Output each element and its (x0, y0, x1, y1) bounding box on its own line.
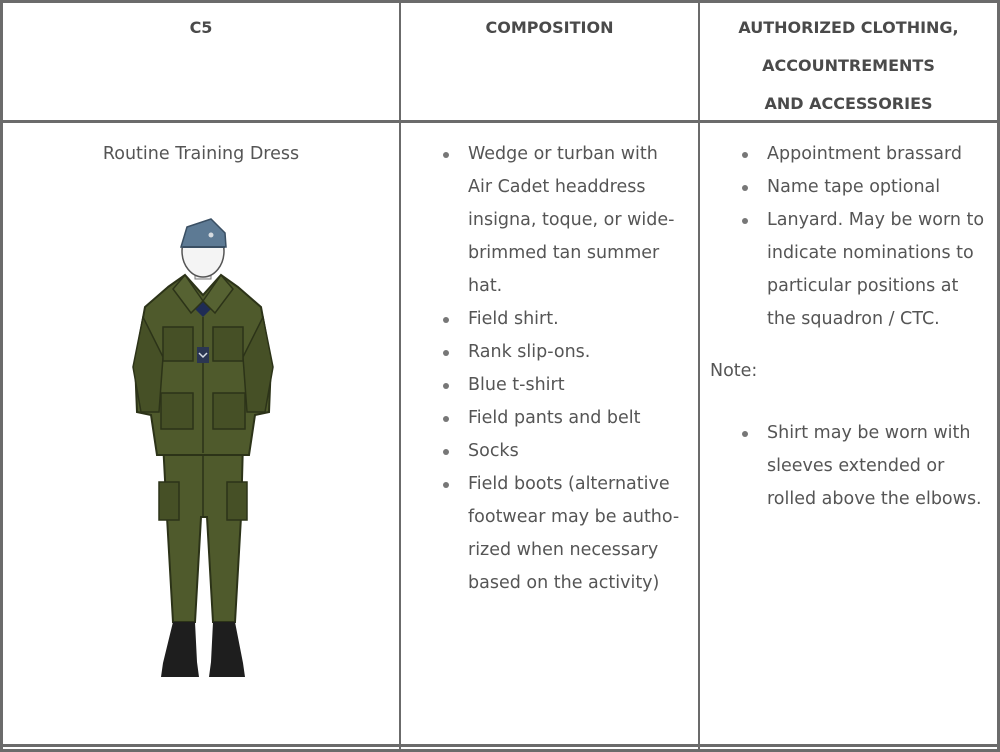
notes-list (700, 383, 997, 516)
header-accessories-line: AND ACCESSORIES (764, 94, 933, 113)
header-composition-label: COMPOSITION (485, 18, 614, 37)
composition-cell (401, 128, 698, 600)
list-item (468, 402, 688, 435)
composition-list (401, 128, 698, 600)
list-item-line: brimmed tan summer (468, 243, 660, 263)
list-item-line: Field pants and belt (468, 408, 641, 428)
list-item-line: sleeves extended or (767, 456, 945, 476)
header-dress-code-label: C5 (189, 18, 213, 37)
list-item (468, 303, 688, 336)
header-dress-code (3, 3, 399, 123)
bottom-divider (3, 744, 997, 747)
list-item-line: Wedge or turban with (468, 144, 658, 164)
cadet-field-uniform-figure-icon (123, 217, 283, 687)
list-item-line: Name tape optional (767, 177, 941, 197)
list-item-line: Field boots (alternative (468, 474, 670, 494)
list-item (767, 171, 993, 204)
note-label: Note: (710, 361, 758, 381)
header-accessories-line: AUTHORIZED CLOTHING, (738, 18, 959, 37)
list-item-line: Field shirt. (468, 309, 559, 329)
list-item-line: Lanyard. May be worn to (767, 210, 985, 230)
list-item-line: Socks (468, 441, 519, 461)
header-composition (401, 3, 698, 123)
list-item-line: particular positions at (767, 276, 959, 296)
list-item-line: Blue t-shirt (468, 375, 565, 395)
list-item-line: insigna, toque, or wide- (468, 210, 675, 230)
accessories-cell (700, 128, 997, 516)
dress-name: Routine Training Dress (102, 144, 300, 164)
list-item-line: based on the activity) (468, 573, 660, 593)
list-item-line: Shirt may be worn with (767, 423, 971, 443)
list-item-line: indicate nominations to (767, 243, 974, 263)
list-item (468, 138, 688, 303)
header-accessories (700, 3, 997, 123)
list-item (767, 417, 997, 516)
list-item (468, 435, 688, 468)
list-item (468, 336, 688, 369)
list-item (767, 204, 993, 336)
list-item-line: Appointment brassard (767, 144, 963, 164)
list-item-line: rolled above the elbows. (767, 489, 982, 509)
list-item-line: hat. (468, 276, 503, 296)
list-item-line: Air Cadet headdress (468, 177, 646, 197)
list-item (468, 468, 688, 600)
list-item-line: the squadron / CTC. (767, 309, 940, 329)
list-item (468, 369, 688, 402)
list-item-line: rized when necessary (468, 540, 659, 560)
list-item-line: footwear may be autho- (468, 507, 680, 527)
header-accessories-line: ACCOUNTREMENTS (762, 56, 935, 75)
list-item-line: Rank slip-ons. (468, 342, 591, 362)
list-item (767, 138, 993, 171)
accessories-list (700, 128, 997, 336)
